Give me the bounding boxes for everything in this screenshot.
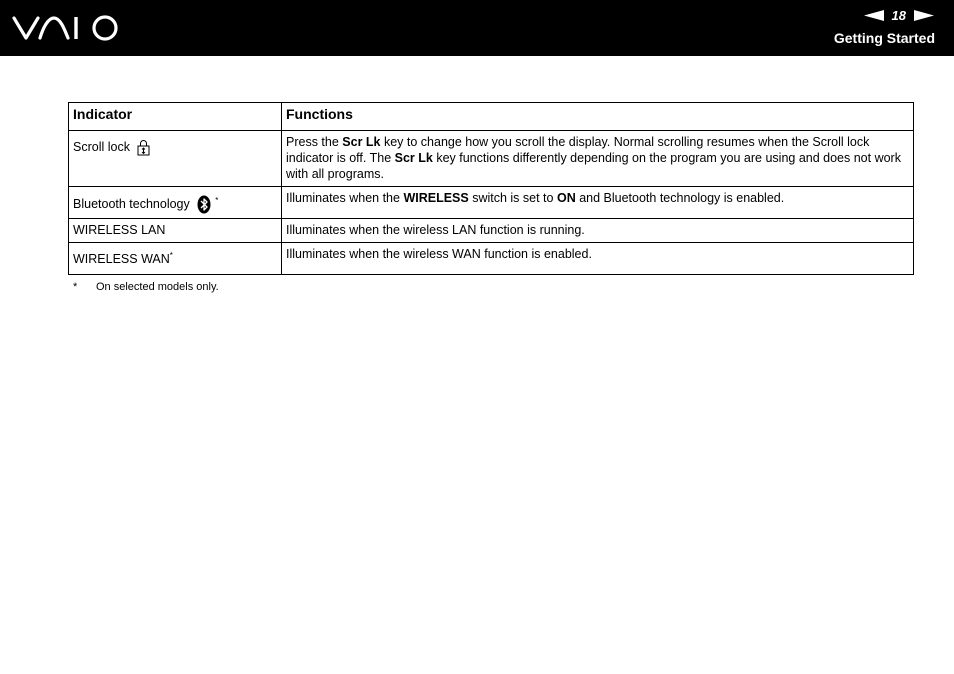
table-header-row: [69, 103, 914, 131]
arrow-left-icon[interactable]: [864, 10, 884, 21]
indicator-label: WIRELESS LAN: [73, 223, 166, 237]
footnote-text: On selected models only.: [96, 281, 219, 293]
table-row: [69, 187, 914, 219]
indicator-table: [68, 102, 914, 275]
indicator-label: Bluetooth technology: [73, 196, 190, 211]
page-number: 18: [891, 7, 906, 23]
table-row: [69, 243, 914, 275]
column-header-indicator: Indicator: [69, 103, 282, 131]
footnote-mark: *: [215, 195, 219, 205]
column-header-functions: Functions: [282, 103, 914, 131]
arrow-right-icon[interactable]: [914, 10, 934, 21]
table-row: [69, 131, 914, 187]
indicator-cell: [69, 187, 282, 219]
indicator-cell: [69, 243, 282, 275]
vaio-logo: [12, 14, 120, 42]
page-header: [0, 0, 954, 56]
footnote-mark: *: [73, 281, 78, 293]
function-cell: Illuminates when the WIRELESS switch is set to ON and Bluetooth technology is enabled.: [282, 187, 914, 219]
bluetooth-icon: [197, 195, 211, 214]
scroll-lock-icon: [137, 139, 150, 156]
function-cell: Illuminates when the wireless LAN function is running.: [282, 219, 914, 243]
page-navigation: [864, 7, 934, 23]
section-title: Getting Started: [833, 30, 935, 46]
indicator-label: WIRELESS WAN: [73, 252, 170, 266]
indicator-label: Scroll lock: [73, 140, 130, 154]
table-row: [69, 219, 914, 243]
indicator-cell: [69, 219, 282, 243]
function-cell: Illuminates when the wireless WAN function is enabled.: [282, 243, 914, 275]
footnote-mark: *: [169, 250, 173, 260]
indicator-cell: [69, 131, 282, 187]
footnote: [73, 281, 219, 293]
function-cell: Press the Scr Lk key to change how you scroll the display. Normal scrolling resumes when the Scroll lock indicator is off. The Scr Lk key functions differently depending on the program you are using and does not work with all programs.: [282, 131, 914, 187]
